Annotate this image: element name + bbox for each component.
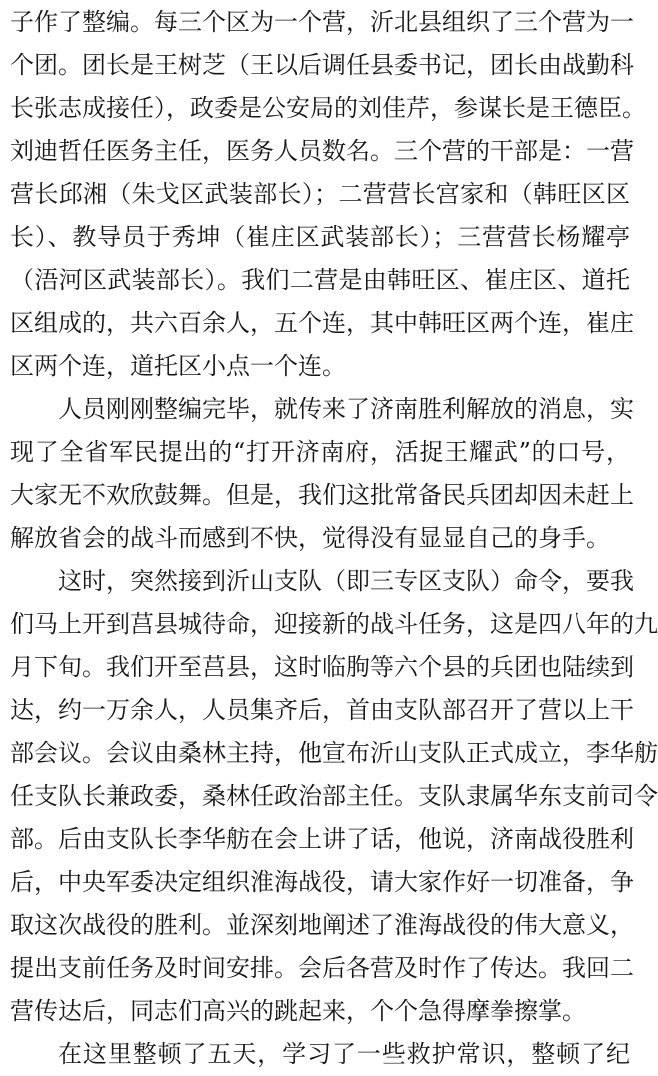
text-line: 部。后由支队长李华舫在会上讲了话，他说，济南战役胜利	[10, 825, 634, 853]
text-line: 区组成的，共六百余人，五个连，其中韩旺区两个连，崔庄	[10, 309, 634, 337]
text-line: 部会议。会议由桑林主持，他宣布沂山支队正式成立，李华舫	[10, 739, 658, 767]
text-line: 月下旬。我们开至莒县，这时临朐等六个县的兵团也陆续到	[10, 653, 634, 681]
text-line: 这时，突然接到沂山支队（即三专区支队）命令，要我	[58, 567, 634, 595]
text-line: 长）、教导员于秀坤（崔庄区武装部长）；三营营长杨耀亭	[10, 223, 630, 251]
text-line: 取这次战役的胜利。並深刻地阐述了淮海战役的伟大意义，	[10, 911, 634, 939]
text-line: 提出支前任务及时间安排。会后各营及时作了传达。我回二	[10, 954, 634, 982]
text-line: （浯河区武装部长）。我们二营是由韩旺区、崔庄区、道托	[10, 266, 630, 294]
text-line: 现了全省军民提出的“打开济南府，活捉王耀武”的口号，	[10, 438, 630, 466]
text-line: 任支队长兼政委，桑林任政治部主任。支队隶属华东支前司令	[10, 782, 658, 810]
text-line: 人员刚刚整编完毕，就传来了济南胜利解放的消息，实	[58, 395, 634, 423]
text-line: 个团。团长是王树芝（王以后调任县委书记，团长由战勤科	[10, 51, 634, 79]
text-line: 营传达后，同志们高兴的跳起来，个个急得摩拳擦掌。	[10, 997, 586, 1025]
text-line: 刘迪哲任医务主任，医务人员数名。三个营的干部是：一营	[10, 137, 634, 165]
text-line: 后，中央军委决定组织淮海战役，请大家作好一切准备，争	[10, 868, 634, 896]
text-line: 子作了整编。每三个区为一个营，沂北县组织了三个营为一	[10, 8, 634, 36]
text-line: 们马上开到莒县城待命，迎接新的战斗任务，这是四八年的九	[10, 610, 658, 638]
text-line: 解放省会的战斗而感到不快，觉得没有显显自己的身手。	[10, 524, 610, 552]
text-line: 长张志成接任），政委是公安局的刘佳芹，参谋长是王德臣。	[10, 94, 646, 122]
text-line: 区两个连，道托区小点一个连。	[10, 352, 346, 380]
text-line: 达，约一万余人，人员集齐后，首由支队部召开了营以上干	[10, 696, 634, 724]
text-line: 营长邱湘（朱戈区武装部长）；二营营长宫家和（韩旺区区	[10, 180, 630, 208]
text-line: 大家无不欢欣鼓舞。但是，我们这批常备民兵团却因未赶上	[10, 481, 634, 509]
text-line: 在这里整顿了五天，学习了一些救护常识，整顿了纪	[58, 1040, 630, 1068]
